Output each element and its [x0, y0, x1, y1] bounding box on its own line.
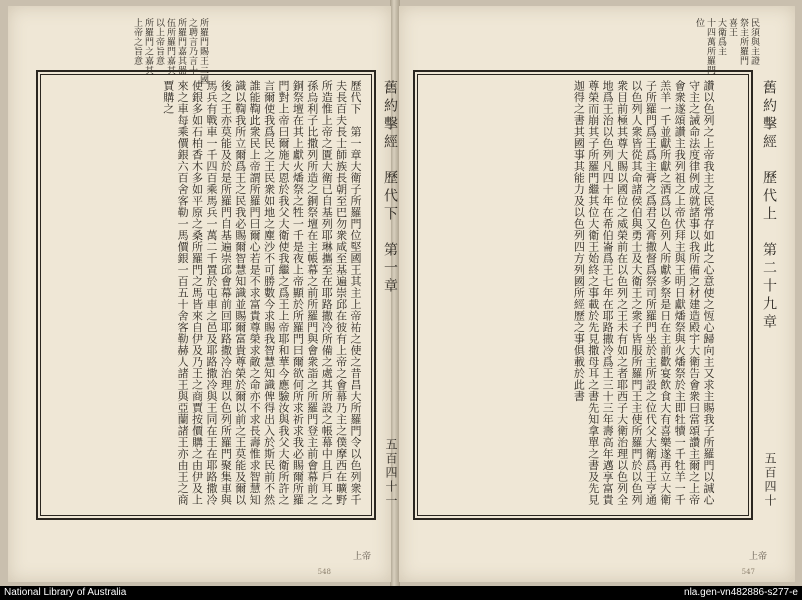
- right-page-number: 五百四十: [763, 452, 777, 508]
- right-page: [399, 6, 795, 582]
- right-page-body-text: 讚以色列之上帝我主之民常存如此之心意使之恆心歸向主又求主賜我子所羅門以誠心守主之誡命法度律例成就諸事以我所備之材建造殿宇大衛告會衆曰當頌讚主爾之上帝會衆遂頌讚主我列祖之上帝伏拜主與王明日獻燔祭與火燔祭於主即牡犢一千牡羊一千羔羊一千並獻所獻之酒爲以色列人所獻多祭是日在主前歡宴飲食大有喜樂遂再立大衛子所羅門爲王爲主膏之爲君又膏撒督爲祭司所羅門坐於主所設之位代父大衛爲王亨通以色列人衆皆從其命諸侯伯與勇士及大衛王之衆子皆服所羅門王主使所羅門於以色列衆目前極其尊大賜以國位之威榮前在以色列之王未有如之者耶西子大衛治理以色列全地爲王治以色列凡四十年在希伯崙爲王七年在耶路撒冷爲王三十三年壽高年邁享富貴尊榮而崩其子所羅門繼其位大衛王始終之事載於先見撒母耳之書先知拿單之書及先見迦得之書其國事其能力及以色列四方列國所經歷之事俱載於此書: [572, 80, 715, 506]
- left-page-number: 五百四十一: [384, 438, 398, 508]
- left-page-stamp: 548: [317, 568, 331, 576]
- left-page: [8, 6, 398, 582]
- left-page-running-title: 舊約擊經 歷代下 第一章: [382, 80, 398, 296]
- item-identifier: nla.gen-vn482886-s277-e: [684, 587, 798, 598]
- library-credit: National Library of Australia: [4, 587, 127, 598]
- right-page-stamp: 547: [741, 568, 755, 576]
- right-page-frame: [413, 70, 777, 520]
- left-page-frame: [36, 70, 398, 520]
- left-page-header-notes: 所羅門賜王二國 之聘言乃言十 所羅門嘉其器 伍所羅門嘉其 以上帝旨意 所羅門之嘉其 上帝之旨意: [132, 18, 208, 85]
- attribution-bar: [0, 586, 802, 600]
- left-page-footer-mark: 上帝: [352, 552, 371, 562]
- right-page-footer-mark: 上帝: [748, 552, 767, 562]
- right-page-running-title: 舊約擊經 歷代上 第二十九章: [761, 80, 777, 332]
- right-page-header-notes: 民須與主證 祭主所羅門 喜王 大衛爲主 十四萬所羅門 位: [694, 18, 759, 75]
- left-page-body-text: 歷代下 第一章大衛子所羅門位堅國王其主上帝祐之使之昔昌大所羅門令以色列衆千夫長百夫長士師族長朝至巴勿衆咸至基遍崇邱在彼有上帝之會幕乃主之僕摩西在曠野所造惟上帝之匱大衛已自基列耶琳攜至在耶路撒冷所備之處其所設之帳幕中且戶耳之孫烏利子比撒列所造之銅祭壇在主帳幕之前所羅門與會衆詣之所羅門登主前會幕前之銅祭壇在其上獻火燔祭之牲一千是夜上帝顯於所羅門曰爾欲何所求祈求我必賜爾所羅門對上帝曰爾施大恩於我父大衛使我繼之爲王上帝耶和華今應驗汝與我父大衛所許之言爾使我爲民之王民衆如地之塵沙不可勝數今求賜我智慧知識俾得出入於斯民前不然誰能鞫此衆民上帝謂所羅門曰爾心若是不求富貴尊榮求敵之命亦不求長壽惟求智慧知識以鞫我所立爾爲王之民我必賜爾智慧知識並賜爾富貴尊榮於爾以前之王莫能及爾以後之王亦莫能及於是所羅門自基遍崇邱會幕前回耶路撒冷治理以色列所羅門聚集車與馬兵有戰車一千四百乘馬兵一萬二千置於屯車之邑及耶路撒冷與王同在王在耶路撒冷使銀多如石柏香木多如平原之桑所羅門之馬皆來自伊及乃王之商賈按價購之由伊及上來之車每乘價銀六百舍客勒一馬價銀一百五十舍客勒赫人諸王與亞蘭諸王亦由王之商賈購之: [161, 80, 362, 506]
